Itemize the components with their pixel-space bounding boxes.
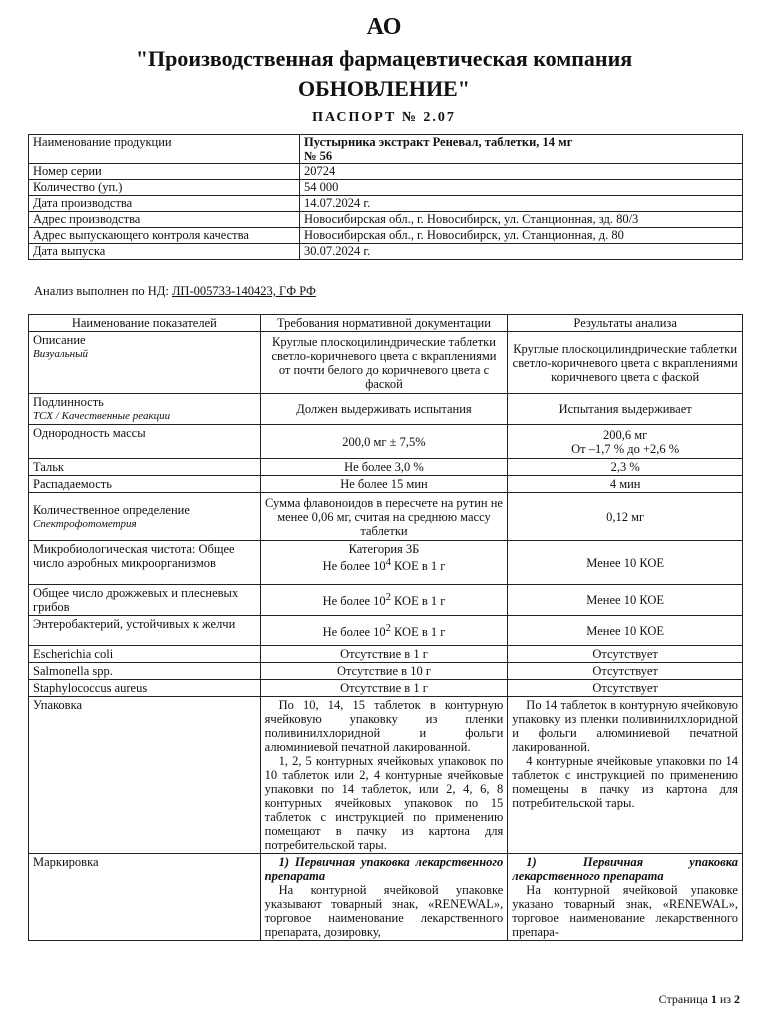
info-label: Наименование продукции — [29, 135, 300, 164]
row-title: Подлинность — [33, 395, 104, 409]
table-row — [29, 585, 743, 616]
mass-average: 200,6 мг — [603, 427, 648, 442]
row-requirement: Не более 15 мин — [260, 476, 508, 493]
limit-exponent: 2 — [385, 592, 391, 604]
limit-exponent: 4 — [385, 557, 391, 568]
row-result: Отсутствует — [508, 646, 743, 663]
row-name — [29, 493, 261, 541]
packaging-req-par2: 1, 2, 5 контурных ячейковых упаковок по 10 таблеток или 2, 4 контурные ячейковые упаковки по 14 таблеток, или 2, 4, 6, 8 контурных ячейковых упаковок по 15 таблеток с инструкцией по применению помещают в пачку из картона для потребительской тары. — [264, 754, 504, 852]
row-requirement: Отсутствие в 1 г — [260, 680, 508, 697]
row-result: 0,12 мг — [508, 493, 743, 541]
info-label: Количество (уп.) — [29, 180, 300, 196]
table-row — [29, 663, 743, 680]
info-value: Новосибирская обл., г. Новосибирск, ул. Станционная, д. 80 — [300, 228, 743, 244]
labeling-res-par: На контурной ячейковой упаковке указано товарный знак, «RENEWAL», торговое наименование лекарственного препара- — [512, 883, 738, 939]
limit-prefix: Не более 10 — [322, 625, 386, 640]
row-name — [29, 394, 261, 425]
row-requirement: 200,0 мг ± 7,5% — [260, 425, 508, 459]
mass-deviation: От –1,7 % до +2,6 % — [571, 441, 680, 456]
row-name — [29, 332, 261, 394]
nd-prefix: Анализ выполнен по НД: — [34, 284, 172, 298]
row-requirement: Круглые плоскоцилиндрические таблетки светло-коричневого цвета с вкраплениями от почти белого до коричневого цвета с фаской — [260, 332, 508, 394]
table-row — [29, 493, 743, 541]
limit-text — [265, 556, 504, 573]
table-row — [29, 646, 743, 663]
category-label: Категория 3Б — [348, 542, 420, 556]
row-requirement — [260, 616, 508, 646]
table-row — [29, 541, 743, 585]
packaging-res-par1: По 14 таблеток в контурную ячейковую упаковку из пленки поливинилхлоридной и фольги алюминиевой печатной лакированной. — [512, 698, 738, 754]
column-header-name: Наименование показателей — [29, 315, 261, 332]
row-requirement: Не более 3,0 % — [260, 459, 508, 476]
row-result — [508, 854, 743, 941]
packaging-req-par1: По 10, 14, 15 таблеток в контурную ячейковую упаковку из пленки поливинилхлоридной и фольги алюминиевой печатной лакированной. — [264, 698, 504, 754]
row-name: Маркировка — [29, 854, 261, 941]
product-name: Пустырника экстракт Реневал, таблетки, 14 мг — [304, 135, 573, 149]
row-title: Описание — [33, 333, 86, 347]
table-header-row — [29, 315, 743, 332]
info-row — [29, 212, 743, 228]
labeling-req-par: На контурной ячейковой упаковке указывают товарный знак, «RENEWAL», торговое наименование лекарственного препарата, дозировку, — [264, 883, 504, 939]
info-row — [29, 196, 743, 212]
row-name: Однородность массы — [29, 425, 261, 459]
row-name: Микробиологическая чистота: Общее число аэробных микроорганизмов — [29, 541, 261, 585]
product-info-table — [28, 134, 743, 260]
labeling-res-heading: 1) Первичная упаковка лекарственного препарата — [512, 855, 738, 883]
info-value: 14.07.2024 г. — [300, 196, 743, 212]
info-label: Дата выпуска — [29, 244, 300, 260]
limit-suffix: КОЕ в 1 г — [390, 594, 446, 609]
row-name: Энтеробактерий, устойчивых к желчи — [29, 616, 261, 646]
packaging-res-par2: 4 контурные ячейковые упаковки по 14 таблеток с инструкцией по применению помещены в пачку из картона для потребительской тары. — [512, 754, 738, 810]
org-type: АО — [366, 14, 402, 40]
limit-exponent: 2 — [385, 622, 391, 634]
row-requirement — [260, 854, 508, 941]
row-title: Количественное определение — [33, 502, 190, 517]
row-result: Отсутствует — [508, 680, 743, 697]
row-result: Менее 10 КОЕ — [508, 541, 743, 585]
limit-prefix: Не более 10 — [322, 559, 386, 574]
row-requirement: Должен выдерживать испытания — [260, 394, 508, 425]
row-result: 2,3 % — [508, 459, 743, 476]
row-requirement — [260, 541, 508, 585]
table-row — [29, 854, 743, 941]
info-row — [29, 228, 743, 244]
row-result — [508, 697, 743, 854]
table-row — [29, 697, 743, 854]
info-row — [29, 244, 743, 260]
row-requirement — [260, 697, 508, 854]
info-label: Адрес выпускающего контроля качества — [29, 228, 300, 244]
row-result: Менее 10 КОЕ — [508, 616, 743, 646]
row-result: Круглые плоскоцилиндрические таблетки светло-коричневого цвета с вкраплениями коричневого цвета с фаской — [508, 332, 743, 394]
page-total: 2 — [734, 992, 740, 1006]
row-name: Распадаемость — [29, 476, 261, 493]
table-row — [29, 616, 743, 646]
row-name: Общее число дрожжевых и плесневых грибов — [29, 585, 261, 616]
info-label: Дата производства — [29, 196, 300, 212]
limit-suffix: КОЕ в 1 г — [390, 625, 446, 640]
product-pack-count: № 56 — [304, 149, 333, 163]
org-name-line2: ОБНОВЛЕНИЕ" — [298, 76, 470, 101]
passport-title: ПАСПОРТ № 2.07 — [312, 110, 456, 125]
row-name: Salmonella spp. — [29, 663, 261, 680]
row-name: Упаковка — [29, 697, 261, 854]
info-label: Номер серии — [29, 164, 300, 180]
row-method: Визуальный — [33, 348, 89, 360]
page-number: 1 — [710, 992, 717, 1006]
normative-doc-line — [34, 284, 316, 299]
limit-prefix: Не более 10 — [322, 594, 386, 609]
info-label: Адрес производства — [29, 212, 300, 228]
labeling-req-heading: 1) Первичная упаковка лекарственного препарата — [264, 855, 504, 883]
nd-doc-link[interactable]: ЛП-005733-140423, ГФ РФ — [171, 284, 316, 298]
row-requirement — [260, 585, 508, 616]
info-row — [29, 180, 743, 196]
row-method: ТСХ / Качественные реакции — [33, 410, 171, 422]
table-row — [29, 680, 743, 697]
info-value: 54 000 — [300, 180, 743, 196]
org-name-line1: "Производственная фармацевтическая компания — [135, 46, 633, 71]
row-name: Тальк — [29, 459, 261, 476]
row-result: 4 мин — [508, 476, 743, 493]
row-requirement: Сумма флавоноидов в пересчете на рутин не менее 0,06 мг, считая на среднюю массу таблетки — [260, 493, 508, 541]
row-result: Отсутствует — [508, 663, 743, 680]
info-value: Новосибирская обл., г. Новосибирск, ул. Станционная, зд. 80/3 — [300, 212, 743, 228]
column-header-results: Результаты анализа — [508, 315, 743, 332]
table-row — [29, 459, 743, 476]
table-row — [29, 476, 743, 493]
column-header-requirements: Требования нормативной документации — [260, 315, 508, 332]
info-row — [29, 164, 743, 180]
table-row — [29, 425, 743, 459]
row-result: Испытания выдерживает — [508, 394, 743, 425]
info-value: 30.07.2024 г. — [300, 244, 743, 260]
row-requirement: Отсутствие в 10 г — [260, 663, 508, 680]
info-row — [29, 135, 743, 164]
info-value: 20724 — [300, 164, 743, 180]
table-row — [29, 394, 743, 425]
row-name: Escherichia coli — [29, 646, 261, 663]
row-method: Спектрофотометрия — [33, 517, 137, 530]
info-value — [300, 135, 743, 164]
row-name: Staphylococcus aureus — [29, 680, 261, 697]
row-result: Менее 10 КОЕ — [508, 585, 743, 616]
page-label: Страница — [658, 992, 711, 1006]
analysis-table — [28, 314, 743, 941]
row-result — [508, 425, 743, 459]
page-separator: из — [716, 992, 734, 1006]
row-requirement: Отсутствие в 1 г — [260, 646, 508, 663]
limit-suffix: КОЕ в 1 г — [390, 559, 446, 574]
table-row — [29, 332, 743, 394]
page-footer — [659, 992, 740, 1007]
